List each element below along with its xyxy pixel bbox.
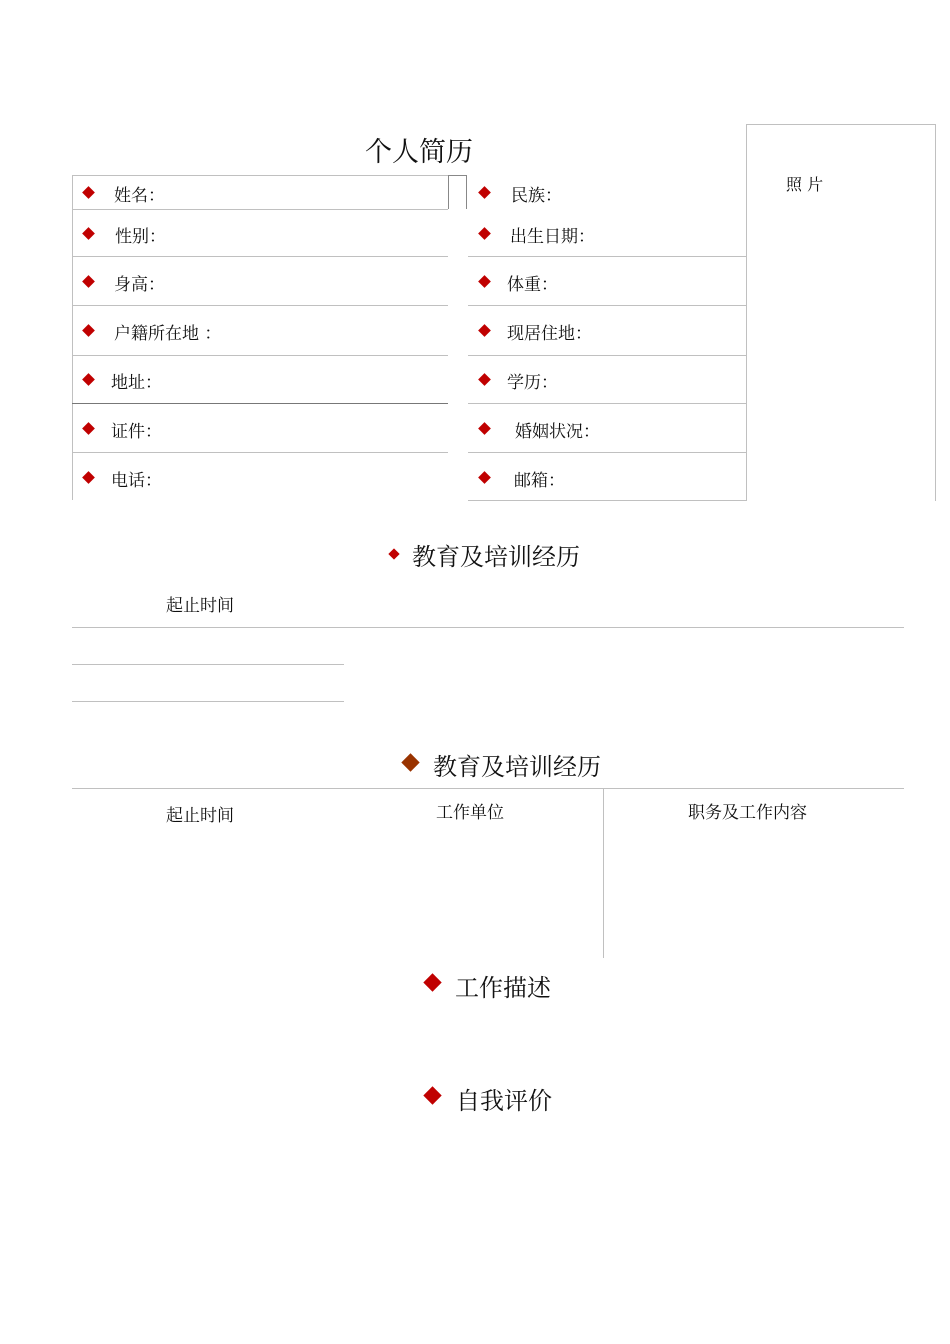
field-email-label: 邮箱： [514,471,565,491]
bullet-diamond-icon [478,422,491,435]
bullet-diamond-icon [478,373,491,386]
bullet-diamond-icon [82,471,95,484]
bullet-diamond-icon [478,324,491,337]
field-marital-label: 婚姻状况： [515,422,600,442]
education-heading: 教育及培训经历 [412,543,580,571]
work-col-unit: 工作单位 [436,803,504,823]
field-weight-label: 体重： [507,275,558,295]
page-title: 个人简历 [365,137,473,168]
field-name-label: 姓名： [114,186,165,206]
bullet-diamond-icon [478,227,491,240]
bullet-diamond-icon [478,471,491,484]
field-height-label: 身高： [114,275,165,295]
bullet-diamond-icon [388,548,399,559]
bullet-diamond-icon [82,186,95,199]
bullet-diamond-icon [423,1086,441,1104]
photo-box [746,124,936,501]
bullet-diamond-icon [82,275,95,288]
field-hukou-label: 户籍所在地 ： [114,324,222,344]
field-ethnicity-label: 民族： [511,186,562,206]
field-birthdate-label: 出生日期： [510,227,595,247]
field-education-label: 学历： [507,373,558,393]
work-col-time: 起止时间 [166,806,234,826]
bullet-diamond-icon [82,227,95,240]
field-residence-label: 现居住地： [507,324,592,344]
self-eval-heading: 自我评价 [456,1087,552,1115]
field-address-label: 地址： [111,373,162,393]
field-gender-label: 性别： [115,227,166,247]
bullet-diamond-icon [82,422,95,435]
job-desc-heading: 工作描述 [455,974,551,1002]
bullet-diamond-icon [423,973,441,991]
bullet-diamond-icon [82,324,95,337]
bullet-diamond-icon [478,275,491,288]
education-col-time: 起止时间 [166,596,234,616]
bullet-diamond-icon [82,373,95,386]
bullet-diamond-icon [478,186,491,199]
field-id-label: 证件： [111,422,162,442]
work-col-duty: 职务及工作内容 [688,803,807,823]
photo-label: 照 片 [786,175,824,194]
work-heading: 教育及培训经历 [433,753,601,781]
field-phone-label: 电话： [111,471,162,491]
bullet-diamond-icon [401,753,419,771]
